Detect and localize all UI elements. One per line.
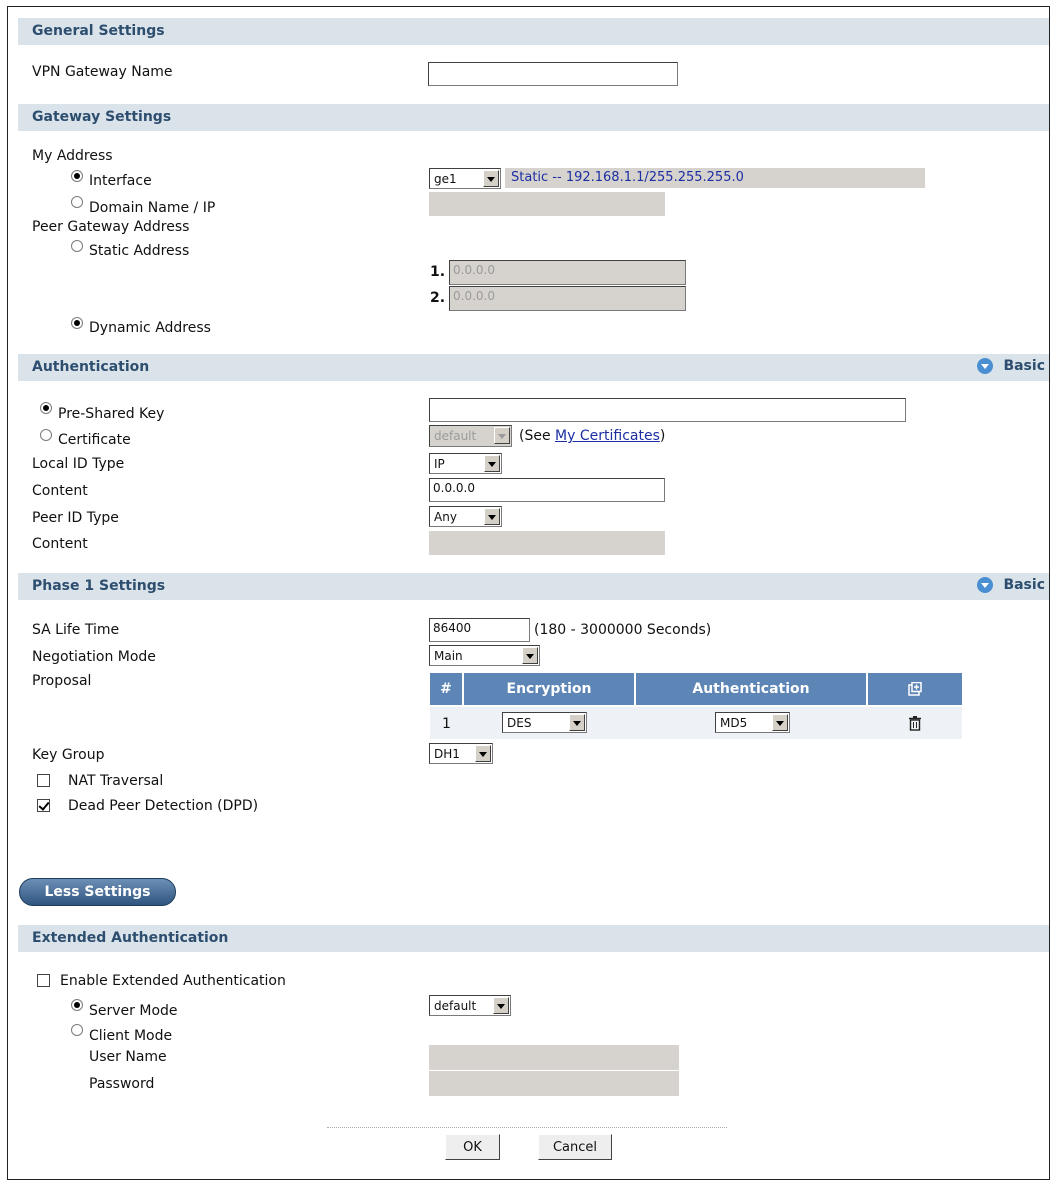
sa-range-text: (180 - 3000000 Seconds) <box>534 622 712 638</box>
my-certificates-link[interactable]: My Certificates <box>555 428 660 444</box>
peer-content-label: Content <box>32 536 88 552</box>
peer-id-type-select[interactable] <box>429 506 502 527</box>
negotiation-mode-value: Main <box>434 649 463 663</box>
local-id-type-label: Local ID Type <box>32 456 125 472</box>
add-icon[interactable] <box>908 682 922 696</box>
interface-select-value: ge1 <box>434 172 457 186</box>
key-group-label: Key Group <box>32 747 105 763</box>
chevron-down-icon <box>484 508 500 525</box>
peer-content-input[interactable] <box>429 531 665 555</box>
peer-id-type-value: Any <box>434 510 457 524</box>
trash-icon[interactable] <box>908 716 922 731</box>
vpn-gateway-name-input[interactable] <box>428 62 678 86</box>
interface-select[interactable] <box>429 168 501 189</box>
proposal-table <box>430 673 962 739</box>
interface-label: Interface <box>89 173 152 189</box>
pre-shared-key-label: Pre-Shared Key <box>58 406 165 422</box>
chevron-down-icon <box>522 647 538 664</box>
table-header-num: # <box>430 673 462 705</box>
basic-label: Basic <box>1003 358 1045 374</box>
section-title: General Settings <box>32 23 165 39</box>
address-1-input[interactable]: 0.0.0.0 <box>449 260 686 285</box>
table-header-encryption: Encryption <box>464 673 634 705</box>
encryption-select[interactable] <box>502 712 587 733</box>
footer-divider <box>327 1127 727 1128</box>
chevron-down-icon <box>569 714 585 731</box>
client-mode-radio[interactable] <box>71 1024 83 1036</box>
chevron-circle-icon <box>977 358 993 374</box>
local-id-type-value: IP <box>434 457 445 471</box>
nat-traversal-checkbox[interactable] <box>37 774 50 787</box>
certificate-label: Certificate <box>58 432 131 448</box>
static-address-label: Static Address <box>89 243 190 259</box>
chevron-down-icon <box>772 714 788 731</box>
enable-extended-auth-checkbox[interactable] <box>37 974 50 987</box>
section-extended-authentication <box>18 925 1049 952</box>
sa-life-time-input[interactable]: 86400 <box>429 618 530 642</box>
user-name-input[interactable] <box>429 1045 679 1070</box>
dynamic-address-radio[interactable] <box>71 317 83 329</box>
pre-shared-key-radio[interactable] <box>40 402 52 414</box>
interface-radio[interactable] <box>71 170 83 182</box>
content-input[interactable]: 0.0.0.0 <box>429 478 665 502</box>
basic-label: Basic <box>1003 577 1045 593</box>
table-header-authentication: Authentication <box>636 673 866 705</box>
client-mode-label: Client Mode <box>89 1028 173 1044</box>
server-mode-select[interactable] <box>429 995 511 1016</box>
domain-name-input[interactable] <box>429 192 665 216</box>
server-mode-radio[interactable] <box>71 999 83 1011</box>
basic-toggle[interactable] <box>977 577 1045 593</box>
section-title: Extended Authentication <box>32 930 229 946</box>
content-label: Content <box>32 483 88 499</box>
negotiation-mode-label: Negotiation Mode <box>32 649 156 665</box>
negotiation-mode-select[interactable] <box>429 645 540 666</box>
proposal-label: Proposal <box>32 673 92 689</box>
peer-gateway-label: Peer Gateway Address <box>32 219 190 235</box>
certificate-select[interactable] <box>429 425 512 447</box>
certificate-radio[interactable] <box>40 429 52 441</box>
key-group-select[interactable] <box>429 743 493 764</box>
static-address-radio[interactable] <box>71 240 83 252</box>
my-address-label: My Address <box>32 148 113 164</box>
certificate-select-value: default <box>434 429 477 443</box>
authentication-select[interactable] <box>715 712 790 733</box>
address-2-label: 2. <box>430 290 446 306</box>
see-certificates-text <box>519 428 665 444</box>
chevron-down-icon <box>483 170 499 187</box>
chevron-down-icon <box>475 745 491 762</box>
key-group-value: DH1 <box>434 747 460 761</box>
section-title: Authentication <box>32 359 150 375</box>
see-suffix: ) <box>659 428 666 444</box>
basic-toggle[interactable] <box>977 358 1045 374</box>
peer-id-type-label: Peer ID Type <box>32 510 119 526</box>
section-authentication <box>18 354 1049 381</box>
section-title: Phase 1 Settings <box>32 578 166 594</box>
domain-name-radio[interactable] <box>71 196 83 208</box>
authentication-value: MD5 <box>720 716 748 730</box>
section-gateway-settings <box>18 104 1049 131</box>
section-title: Gateway Settings <box>32 109 172 125</box>
domain-name-label: Domain Name / IP <box>89 200 216 216</box>
address-2-input[interactable]: 0.0.0.0 <box>449 286 686 311</box>
chevron-circle-icon <box>977 577 993 593</box>
table-row <box>430 707 962 739</box>
vpn-gateway-name-label: VPN Gateway Name <box>32 64 173 80</box>
ok-button[interactable]: OK <box>445 1134 500 1160</box>
dpd-checkbox[interactable] <box>37 799 50 812</box>
dpd-label: Dead Peer Detection (DPD) <box>68 798 259 814</box>
chevron-down-icon <box>493 997 509 1014</box>
user-name-label: User Name <box>89 1049 167 1065</box>
section-phase1-settings <box>18 573 1049 600</box>
nat-traversal-label: NAT Traversal <box>68 773 164 789</box>
chevron-down-icon <box>484 455 500 472</box>
section-general-settings <box>18 18 1049 45</box>
see-prefix: (See <box>519 428 556 444</box>
enable-extended-auth-label: Enable Extended Authentication <box>60 973 286 989</box>
interface-info: Static -- 192.168.1.1/255.255.255.0 <box>511 170 744 185</box>
cancel-button[interactable]: Cancel <box>538 1134 612 1160</box>
password-input[interactable] <box>429 1071 679 1096</box>
chevron-down-icon <box>494 427 510 444</box>
less-settings-button[interactable]: Less Settings <box>19 878 176 906</box>
row-num: 1 <box>442 716 451 732</box>
server-mode-label: Server Mode <box>89 1003 178 1019</box>
encryption-value: DES <box>507 716 532 730</box>
sa-life-time-label: SA Life Time <box>32 622 120 638</box>
server-mode-value: default <box>434 999 477 1013</box>
password-label: Password <box>89 1076 155 1092</box>
dynamic-address-label: Dynamic Address <box>89 320 211 336</box>
pre-shared-key-input[interactable] <box>429 398 906 422</box>
address-1-label: 1. <box>430 264 446 280</box>
table-header-add <box>868 673 962 705</box>
local-id-type-select[interactable] <box>429 453 502 474</box>
